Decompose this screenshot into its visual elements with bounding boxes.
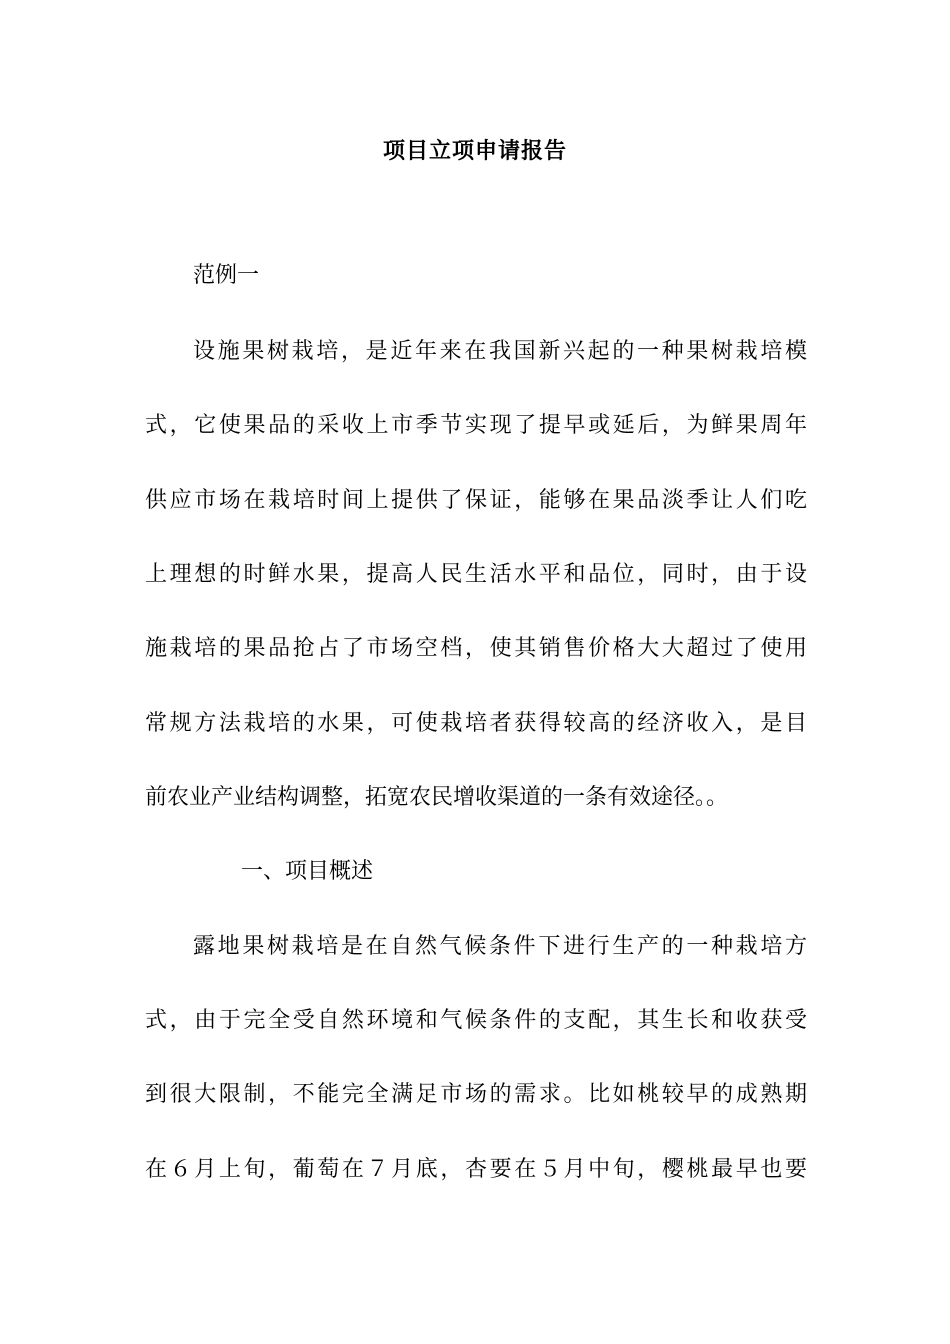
- paragraph-line: 上理想的时鲜水果，提高人民生活水平和品位，同时，由于设: [145, 562, 807, 587]
- paragraph-line: 前农业产业结构调整，拓宽农民增收渠道的一条有效途径。。: [145, 785, 729, 810]
- paragraph-line: 供应市场在栽培时间上提供了保证，能够在果品淡季让人们吃: [145, 488, 807, 513]
- document-title: 项目立项申请报告: [382, 138, 567, 164]
- paragraph-line: 常规方法栽培的水果，可使栽培者获得较高的经济收入，是目: [145, 711, 807, 736]
- paragraph-line: 到很大限制，不能完全满足市场的需求。比如桃较早的成熟期: [145, 1082, 807, 1107]
- paragraph-line: 式，它使果品的采收上市季节实现了提早或延后，为鲜果周年: [145, 413, 807, 438]
- paragraph-line: 设施果树栽培，是近年来在我国新兴起的一种果树栽培模: [193, 339, 807, 364]
- example-label: 范例一: [193, 263, 260, 288]
- paragraph-line: 露地果树栽培是在自然气候条件下进行生产的一种栽培方: [193, 934, 807, 959]
- paragraph-line: 施栽培的果品抢占了市场空档，使其销售价格大大超过了使用: [145, 636, 807, 661]
- section-heading: 一、项目概述: [241, 859, 374, 884]
- paragraph-line: 在６月上旬，葡萄在７月底，杏要在５月中旬，樱桃最早也要: [145, 1157, 807, 1182]
- paragraph-line: 式，由于完全受自然环境和气候条件的支配，其生长和收获受: [145, 1008, 807, 1033]
